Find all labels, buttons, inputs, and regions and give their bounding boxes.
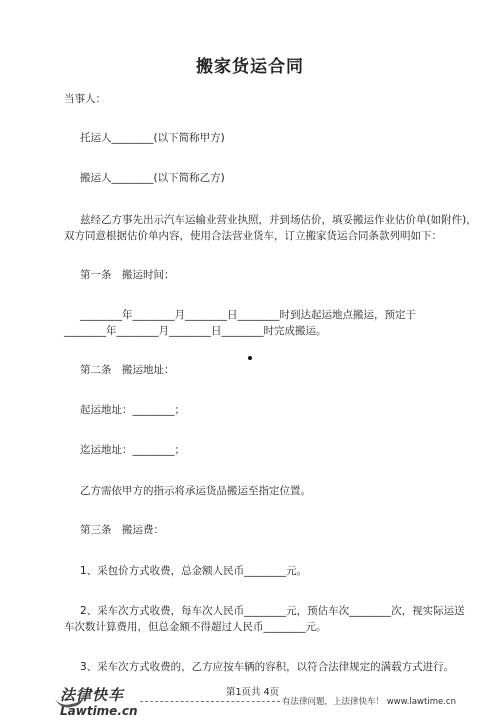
preamble-line-1: 兹经乙方事先出示汽车运输业营业执照，并到场估价，填妥搬运作业估价单(如附件)， — [80, 214, 477, 226]
preamble-line-2: 双方同意根据估价单内容，使用合法营业货车，订立搬家货运合同条款列明如下： — [64, 230, 442, 242]
logo-chinese-text: 法律快车 — [60, 686, 125, 704]
logo-english-text: Lawtime.cn — [60, 704, 138, 718]
page-indicator: 第1页共 4页 — [226, 687, 280, 698]
stray-dot — [248, 356, 252, 360]
article-2-heading: 第二条 搬运地址： — [80, 364, 175, 376]
carrier-line: 搬运人________(以下简称乙方) — [80, 172, 225, 184]
document-title: 搬家货运合同 — [196, 57, 304, 77]
article-1-heading: 第一条 搬运时间： — [80, 269, 175, 281]
consignor-line: 托运人________(以下简称甲方) — [80, 132, 225, 144]
time-line-2: ________年________月________日________时完成搬运。 — [64, 325, 327, 337]
destination-address-line: 迄运地址：________； — [80, 444, 185, 456]
instruction-line: 乙方需依甲方的指示将承运货品搬运至指定位置。 — [80, 485, 311, 497]
page-footer — [0, 681, 500, 721]
footer-divider — [140, 701, 280, 702]
fee-clause-1: 1、采包价方式收费，总金额人民币________元。 — [80, 565, 308, 577]
lawtime-logo — [60, 684, 138, 718]
fee-clause-2-line-2: 车次数计算费用，但总金额不得超过人民币________元。 — [64, 621, 327, 633]
fee-clause-2-line-1: 2、采车次方式收费，每车次人民币________元，预估车次________次，视实际运送 — [80, 605, 465, 617]
party-heading: 当事人： — [64, 93, 106, 105]
article-3-heading: 第三条 搬运费： — [80, 524, 164, 536]
origin-address-line: 起运地址：________； — [80, 404, 185, 416]
footer-slogan: 有法律问题，上法律快车！ www.lawtime.cn — [282, 697, 456, 707]
time-line-1: ________年________月________日________时到达起运地点搬运，预定于 — [80, 309, 416, 321]
fee-clause-3: 3、采车次方式收费的，乙方应按车辆的容积，以符合法律规定的满载方式进行。 — [80, 661, 455, 673]
